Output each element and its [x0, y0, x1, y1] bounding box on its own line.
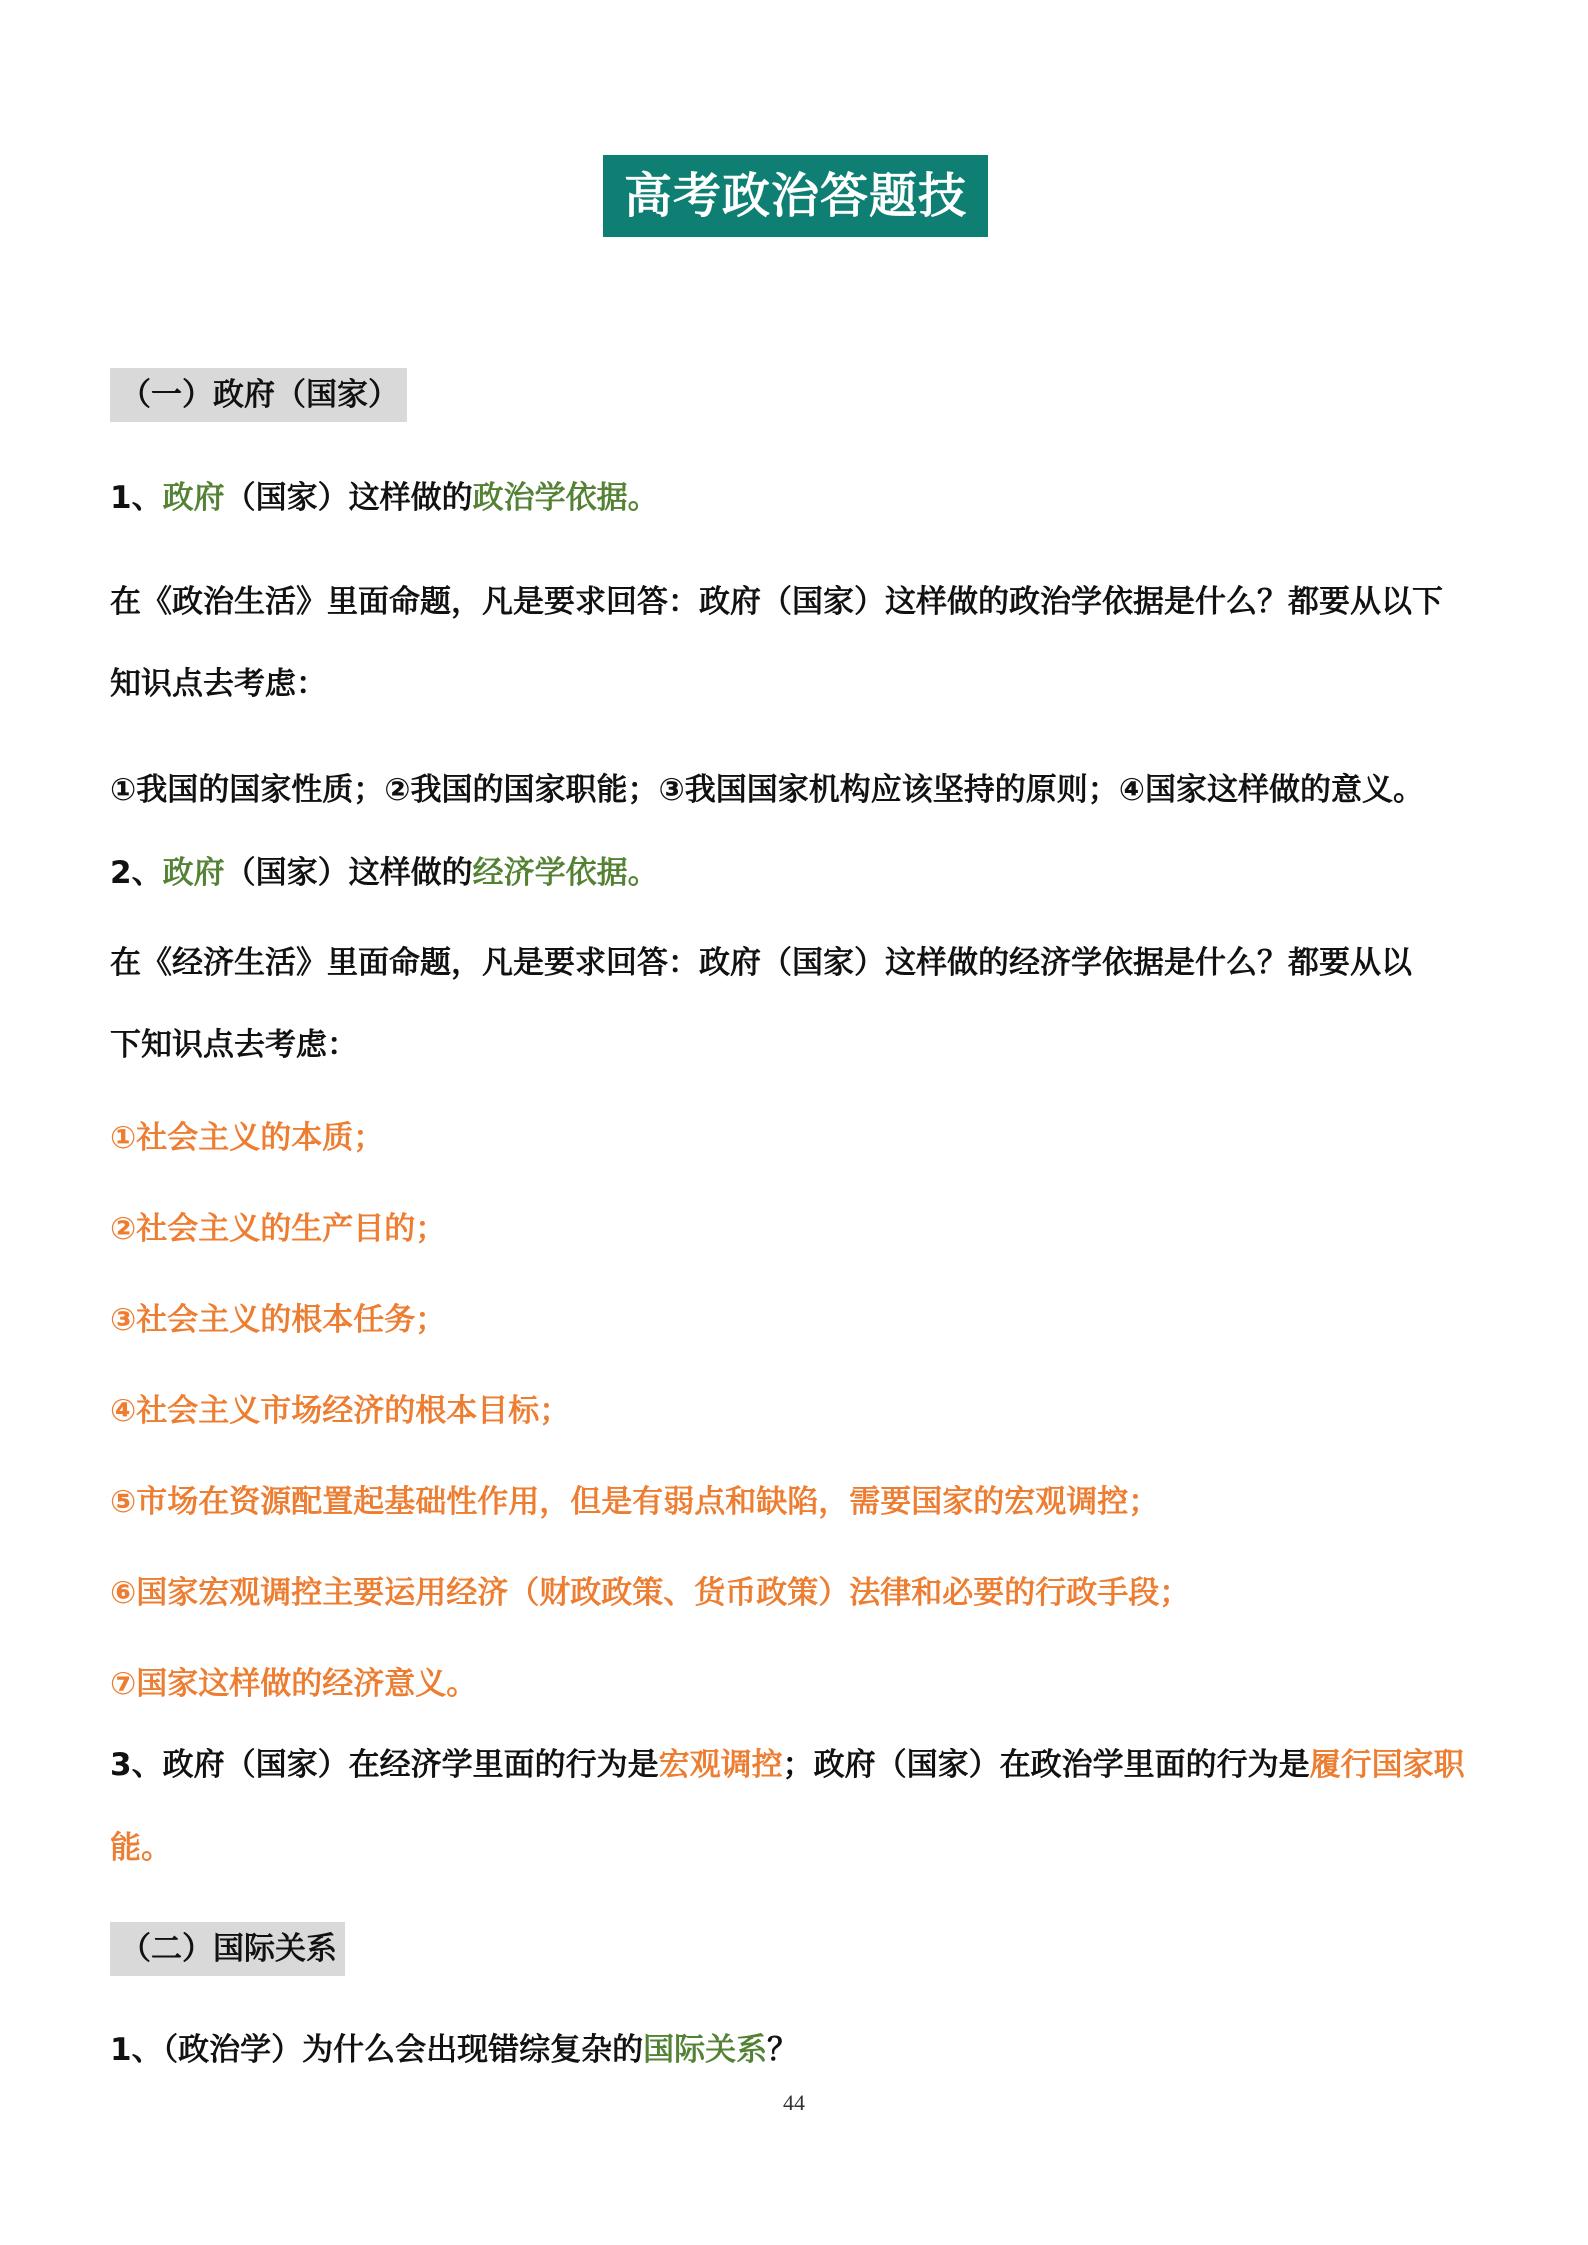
question-number: 2、 [110, 855, 163, 891]
question-2-heading [110, 853, 659, 893]
question-text: 3、政府（国家）在经济学里面的行为是 [110, 1747, 659, 1783]
highlight-international-relations: 国际关系 [643, 2032, 768, 2068]
economic-point-3: ③社会主义的根本任务； [110, 1302, 447, 1338]
paragraph-political-line2: 知识点去考虑： [110, 666, 327, 702]
question-3-line2: 能。 [110, 1830, 172, 1866]
economic-point-5: ⑤市场在资源配置起基础性作用，但是有弱点和缺陷，需要国家的宏观调控； [110, 1484, 1160, 1520]
paragraph-political-line1: 在《政治生活》里面命题，凡是要求回答：政府（国家）这样做的政治学依据是什么？都要从以下 [110, 584, 1443, 620]
question-3-line1 [110, 1745, 1465, 1785]
page-number: 44 [783, 2090, 805, 2115]
highlight-macro-control: 宏观调控 [658, 1747, 783, 1783]
economic-point-1: ①社会主义的本质； [110, 1120, 385, 1156]
international-question-1 [110, 2030, 798, 2070]
question-text: 1、（政治学）为什么会出现错综复杂的 [110, 2032, 644, 2068]
section-header-international: （二）国际关系 [110, 1922, 345, 1976]
paragraph-economic-line1: 在《经济生活》里面命题，凡是要求回答：政府（国家）这样做的经济学依据是什么？都要从以 [110, 945, 1412, 981]
economic-point-7: ⑦国家这样做的经济意义。 [110, 1666, 478, 1702]
economic-point-4: ④社会主义市场经济的根本目标； [110, 1393, 571, 1429]
question-1-heading [110, 478, 659, 518]
page-title: 高考政治答题技巧 [603, 155, 988, 237]
question-mark: ？ [767, 2032, 799, 2068]
highlight-state-functions: 履行国家职 [1309, 1747, 1465, 1783]
paragraph-economic-line2: 下知识点去考虑： [110, 1027, 358, 1063]
political-knowledge-points: ①我国的国家性质；②我国的国家职能；③我国国家机构应该坚持的原则；④国家这样做的意义。 [110, 772, 1424, 808]
question-text: （国家）这样做的 [224, 480, 473, 516]
highlight-political-basis: 政治学依据。 [472, 480, 659, 516]
highlight-government: 政府 [162, 480, 225, 516]
highlight-economic-basis: 经济学依据。 [472, 855, 659, 891]
question-text: ；政府（国家）在政治学里面的行为是 [782, 1747, 1310, 1783]
economic-point-2: ②社会主义的生产目的； [110, 1211, 447, 1247]
question-number: 1、 [110, 480, 163, 516]
question-text: （国家）这样做的 [224, 855, 473, 891]
section-header-government: （一）政府（国家） [110, 368, 407, 422]
highlight-government: 政府 [162, 855, 225, 891]
economic-point-6: ⑥国家宏观调控主要运用经济（财政政策、货币政策）法律和必要的行政手段； [110, 1575, 1191, 1611]
